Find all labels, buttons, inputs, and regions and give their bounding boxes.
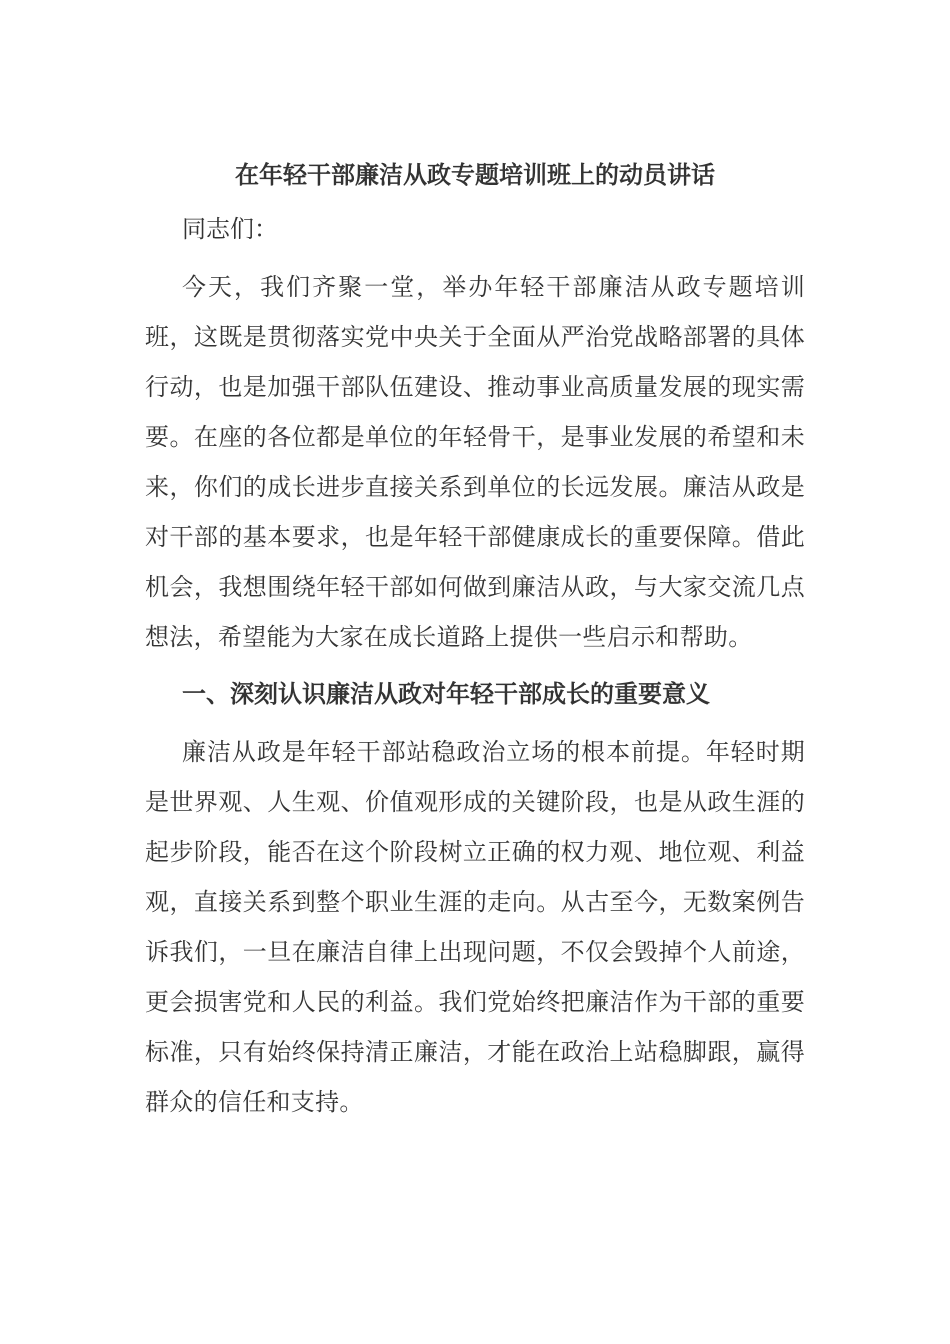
document-title: 在年轻干部廉洁从政专题培训班上的动员讲话 xyxy=(235,161,715,189)
intro-paragraph: 今天，我们齐聚一堂，举办年轻干部廉洁从政专题培训班，这既是贯彻落实党中央关于全面从严治党战略部署的具体行动，也是加强干部队伍建设、推动事业高质量发展的现实需要。在座的各位都是单位的年轻骨干，是事业发展的希望和未来，你们的成长进步直接关系到单位的长远发展。廉洁从政是对干部的基本要求，也是年轻干部健康成长的重要保障。借此机会，我想围绕年轻干部如何做到廉洁从政，与大家交流几点想法，希望能为大家在成长道路上提供一些启示和帮助。 xyxy=(145,273,805,651)
document-body xyxy=(145,152,805,1127)
salutation: 同志们： xyxy=(182,215,278,243)
section-1-paragraph-1: 廉洁从政是年轻干部站稳政治立场的根本前提。年轻时期是世界观、人生观、价值观形成的关键阶段，也是从政生涯的起步阶段，能否在这个阶段树立正确的权力观、地位观、利益观，直接关系到整个职业生涯的走向。从古至今，无数案例告诉我们，一旦在廉洁自律上出现问题，不仅会毁掉个人前途，更会损害党和人民的利益。我们党始终把廉洁作为干部的重要标准，只有始终保持清正廉洁，才能在政治上站稳脚跟，赢得群众的信任和支持。 xyxy=(145,738,805,1116)
section-1-heading: 一、深刻认识廉洁从政对年轻干部成长的重要意义 xyxy=(182,680,710,708)
